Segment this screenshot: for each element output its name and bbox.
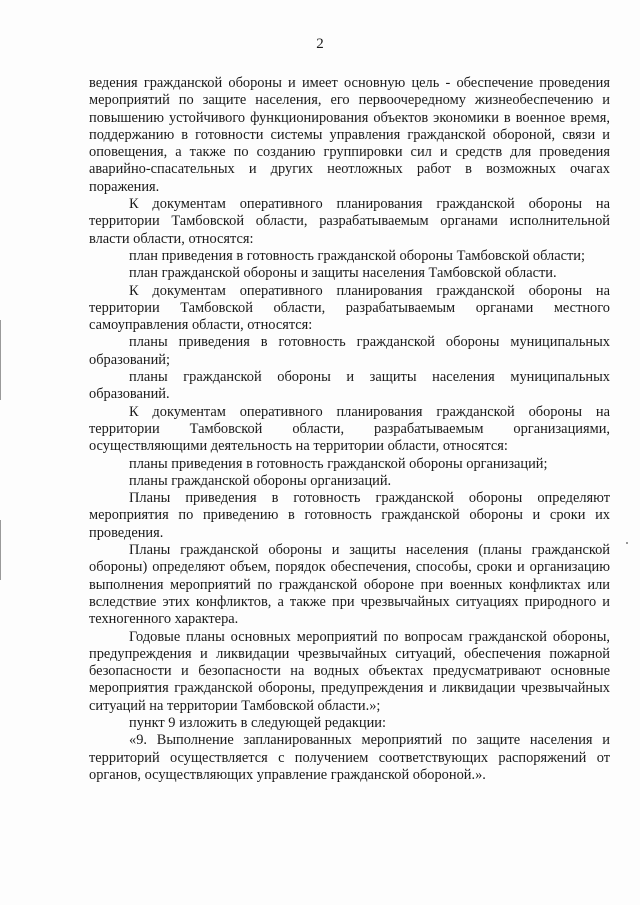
paragraph: пункт 9 изложить в следующей редакции: (129, 714, 386, 731)
scan-speck (626, 542, 628, 544)
paragraph: планы приведения в готовность гражданской обороны муниципальных образований; (89, 334, 610, 368)
page-number: 2 (316, 36, 324, 52)
paragraph: К документам оперативного планирования гражданской обороны на территории Тамбовской области, разрабатываемым организациями, осуществляющими деятельность на территории области, относятся: (89, 403, 610, 455)
paragraph: план приведения в готовность гражданской обороны Тамбовской области; (129, 247, 585, 264)
paragraph: Планы гражданской обороны и защиты населения (планы гражданской обороны) определяют объем, порядок обеспечения, способы, сроки и организацию выполнения мероприятий по гражданской обороне при военных конфликтах или вследствие этих конфликтов, а также при чрезвычайных ситуациях природного и техногенного характера. (89, 542, 610, 628)
scan-edge-mark (0, 320, 1, 400)
paragraph: Годовые планы основных мероприятий по вопросам гражданской обороны, предупреждения и ликвидации чрезвычайных ситуаций, обеспечения пожарной безопасности и безопасности на водных объектах предусматривают основные мероприятия гражданской обороны, предупреждения и ликвидации чрезвычайных ситуаций на территории Тамбовской области.»; (89, 628, 610, 714)
paragraph: ведения гражданской обороны и имеет основную цель - обеспечение проведения мероприятий по защите населения, его первоочередному жизнеобеспечению и повышению устойчивого функционирования объектов экономики в военное время, поддержанию в готовности системы управления гражданской обороной, связи и оповещения, а также по созданию группировки сил и средств для проведения аварийно-спасательных и других неотложных работ в возможных очагах поражения. (89, 75, 610, 195)
paragraph: планы гражданской обороны организаций. (129, 472, 392, 489)
paragraph: план гражданской обороны и защиты населения Тамбовской области. (129, 265, 557, 282)
paragraph: Планы приведения в готовность гражданской обороны определяют мероприятия по приведению в готовность гражданской обороны и сроки их проведения. (89, 490, 610, 541)
paragraph: «9. Выполнение запланированных мероприятий по защите населения и территорий осуществляется с получением соответствующих распоряжений от органов, осуществляющих управление гражданской обороной.». (89, 732, 610, 783)
paragraph: планы гражданской обороны и защиты населения муниципальных образований. (89, 369, 610, 403)
paragraph: К документам оперативного планирования гражданской обороны на территории Тамбовской области, разрабатываемым органами местного самоуправления области, относятся: (89, 282, 610, 334)
scan-edge-mark (0, 520, 1, 580)
document-body (89, 75, 610, 784)
paragraph: планы приведения в готовность гражданской обороны организаций; (129, 455, 548, 472)
paragraph: К документам оперативного планирования гражданской обороны на территории Тамбовской области, разрабатываемым органами исполнительной власти области, относятся: (89, 196, 610, 247)
